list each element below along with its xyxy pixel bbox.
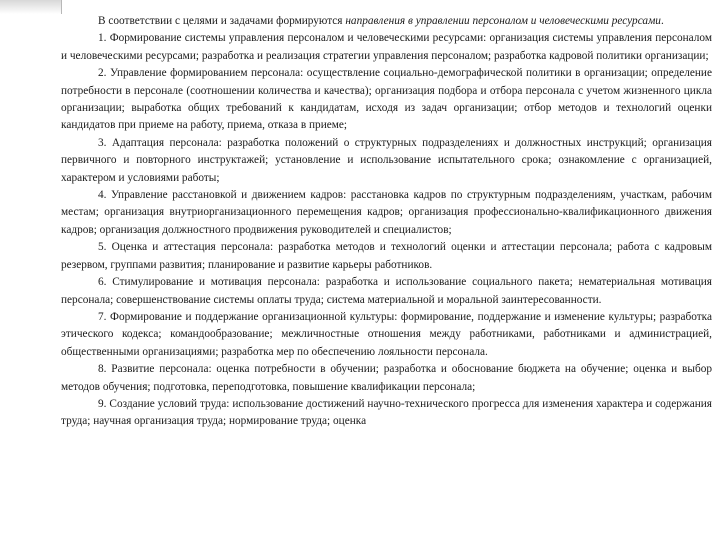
paragraph-9: 9. Создание условий труда: использование достижений научно-технического прогресса для изменения характера и содержания труда; научная организация труда; нормирование труда; оценка — [61, 397, 712, 428]
intro-prefix: В соответствии с целями и задачами формируются — [98, 15, 346, 27]
paragraph-5: 5. Оценка и аттестация персонала: разработка методов и технологий оценки и аттестации персонала; работа с кадровым резервом, группами развития; планирование и развитие карьеры работников. — [61, 241, 712, 271]
intro-suffix: . — [660, 15, 664, 27]
document-body — [61, 13, 712, 431]
paragraph-8: 8. Развитие персонала: оценка потребности в обучении; разработка и обоснование бюджета на обучение; оценка и выбор методов обучения; подготовка, переподготовка, повышение квалификации персонала; — [61, 363, 712, 393]
corner-shadow — [0, 0, 62, 14]
paragraph-3: 3. Адаптация персонала: разработка положений о структурных подразделениях и должностных инструкций; организация первичного и повторного инструктажей; установление и использование испытательного срока; ознакомление с организацией, характером и условиями работы; — [61, 136, 712, 184]
intro-emphasis: направления в управлении персоналом и человеческими ресурсами — [345, 15, 661, 27]
paragraph-6: 6. Стимулирование и мотивация персонала: разработка и использование социального пакета; нематериальная мотивация персонала; совершенствование системы оплаты труда; система материальной и моральной заинтересованности. — [61, 276, 712, 306]
left-rule — [61, 0, 62, 14]
paragraph-1: 1. Формирование системы управления персоналом и человеческими ресурсами: организация системы управления персоналом и человеческими ресурсами; разработка и реализация стратегии управления персоналом; разработка кадровой политики организации; — [61, 32, 712, 62]
paragraph-2: 2. Управление формированием персонала: осуществление социально-демографической политики в организации; определение потребности в персонале (соотношении количества и качества); организация подбора и отбора персонала с учетом жизненного цикла организации; выработка общих требований к кандидатам, исходя из задач организации; отбор методов и технологий оценки кандидатов при приеме на работу, приема, отказа в приеме; — [61, 67, 712, 132]
paragraph-7: 7. Формирование и поддержание организационной культуры: формирование, поддержание и изменение культуры; разработка этического кодекса; командообразование; межличностные отношения между работниками, работниками и администрацией, общественными организациями; разработка мер по обеспечению лояльности персонала. — [61, 310, 712, 358]
intro-paragraph — [61, 13, 712, 30]
paragraph-4: 4. Управление расстановкой и движением кадров: расстановка кадров по структурным подразделениям, участкам, рабочим местам; организация внутриорганизационного перемещения кадров; организация профессионально-квалификационного движения кадров; организация должностного продвижения руководителей и специалистов; — [61, 189, 712, 236]
